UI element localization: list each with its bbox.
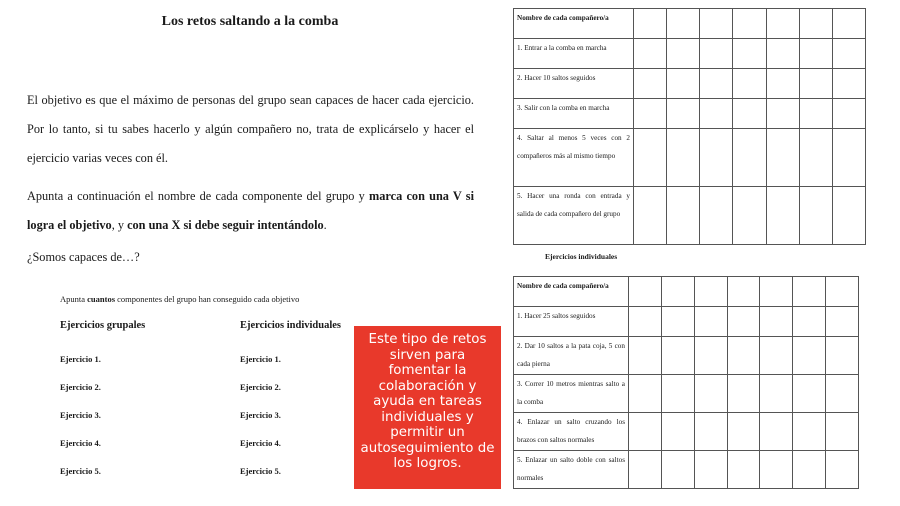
note-text: componentes del grupo han conseguido cada objetivo — [115, 294, 300, 304]
mark-cell[interactable] — [832, 99, 865, 129]
mark-cell[interactable] — [832, 187, 865, 245]
mark-cell[interactable] — [634, 99, 667, 129]
group-exercise-item: Ejercicio 2. — [60, 382, 101, 392]
mark-cell[interactable] — [629, 337, 662, 375]
mark-cell[interactable] — [661, 451, 694, 489]
exercise-label: 3. Salir con la comba en marcha — [514, 99, 634, 129]
exercise-label: 5. Enlazar un salto doble con saltos normales — [514, 451, 629, 489]
mark-cell[interactable] — [694, 375, 727, 413]
mark-cell[interactable] — [629, 307, 662, 337]
individual-exercise-item: Ejercicio 4. — [240, 438, 281, 448]
table-row — [514, 39, 866, 69]
mark-cell[interactable] — [760, 375, 793, 413]
name-cell[interactable] — [793, 277, 826, 307]
mark-cell[interactable] — [700, 187, 733, 245]
mark-cell[interactable] — [826, 307, 859, 337]
mark-cell[interactable] — [629, 375, 662, 413]
name-cell[interactable] — [727, 277, 760, 307]
mark-cell[interactable] — [700, 99, 733, 129]
mark-cell[interactable] — [700, 129, 733, 187]
group-exercises-heading: Ejercicios grupales — [60, 320, 146, 331]
group-exercise-item: Ejercicio 1. — [60, 354, 101, 364]
individual-exercises-column — [240, 320, 341, 486]
mark-cell[interactable] — [733, 69, 766, 99]
name-cell[interactable] — [733, 9, 766, 39]
group-exercises-column — [60, 320, 145, 486]
table-row — [514, 337, 859, 375]
table-header-cell: Nombre de cada compañero/a — [514, 277, 629, 307]
table-row — [514, 307, 859, 337]
mark-cell[interactable] — [793, 375, 826, 413]
table-header-cell: Nombre de cada compañero/a — [514, 9, 634, 39]
mark-cell[interactable] — [667, 129, 700, 187]
table-row — [514, 451, 859, 489]
table-header-row — [514, 9, 866, 39]
mark-cell[interactable] — [667, 187, 700, 245]
table-row — [514, 99, 866, 129]
name-cell[interactable] — [694, 277, 727, 307]
note-bold: cuantos — [87, 294, 116, 304]
instructions-text: , y — [111, 218, 128, 232]
mark-cell[interactable] — [667, 39, 700, 69]
mark-cell[interactable] — [727, 375, 760, 413]
group-exercise-item: Ejercicio 5. — [60, 466, 101, 476]
mark-cell[interactable] — [826, 375, 859, 413]
callout-box: Este tipo de retos sirven para fomentar la colaboración y ayuda en tareas individuales y permitir un autoseguimiento de los logros. — [354, 326, 501, 489]
mark-cell[interactable] — [766, 69, 799, 99]
individual-exercise-item: Ejercicio 5. — [240, 466, 281, 476]
mark-cell[interactable] — [727, 413, 760, 451]
mark-cell[interactable] — [799, 39, 832, 69]
mark-cell[interactable] — [733, 129, 766, 187]
mark-cell[interactable] — [766, 129, 799, 187]
table-row — [514, 413, 859, 451]
mark-cell[interactable] — [634, 69, 667, 99]
group-exercise-item: Ejercicio 3. — [60, 410, 101, 420]
table-header-row — [514, 277, 859, 307]
mark-cell[interactable] — [733, 39, 766, 69]
mark-cell[interactable] — [799, 99, 832, 129]
table-row — [514, 187, 866, 245]
mark-cell[interactable] — [629, 413, 662, 451]
mark-cell[interactable] — [667, 99, 700, 129]
mark-cell[interactable] — [766, 39, 799, 69]
mark-cell[interactable] — [760, 451, 793, 489]
name-cell[interactable] — [700, 9, 733, 39]
instructions-text: Apunta a continuación el nombre de cada componente del grupo y — [27, 189, 370, 203]
name-cell[interactable] — [799, 9, 832, 39]
count-note — [60, 294, 299, 304]
mark-cell[interactable] — [793, 337, 826, 375]
mark-cell[interactable] — [634, 187, 667, 245]
name-cell[interactable] — [826, 277, 859, 307]
mark-cell[interactable] — [826, 413, 859, 451]
mark-cell[interactable] — [661, 307, 694, 337]
mark-cell[interactable] — [793, 451, 826, 489]
question-line: ¿Somos capaces de…? — [27, 250, 140, 264]
note-text: Apunta — [60, 294, 88, 304]
name-cell[interactable] — [832, 9, 865, 39]
mark-cell[interactable] — [694, 337, 727, 375]
exercise-label: 4. Saltar al menos 5 veces con 2 compañeros más al mismo tiempo — [514, 129, 634, 187]
mark-cell[interactable] — [727, 337, 760, 375]
mark-cell[interactable] — [634, 39, 667, 69]
mark-cell[interactable] — [760, 413, 793, 451]
name-cell[interactable] — [634, 9, 667, 39]
individual-exercise-item: Ejercicio 1. — [240, 354, 281, 364]
mark-cell[interactable] — [799, 129, 832, 187]
exercise-label: 1. Entrar a la comba en marcha — [514, 39, 634, 69]
mark-cell[interactable] — [634, 129, 667, 187]
name-cell[interactable] — [766, 9, 799, 39]
mark-cell[interactable] — [832, 129, 865, 187]
exercise-label: 1. Hacer 25 saltos seguidos — [514, 307, 629, 337]
group-exercises-table — [513, 8, 866, 245]
individual-exercise-item: Ejercicio 2. — [240, 382, 281, 392]
mark-cell[interactable] — [793, 307, 826, 337]
mark-cell[interactable] — [629, 451, 662, 489]
table-row — [514, 69, 866, 99]
instructions-bold-x: con una X si debe seguir intentándolo — [127, 218, 324, 232]
instructions-bold-v: marca con una V si logra el objetivo — [27, 189, 474, 232]
mark-cell[interactable] — [799, 187, 832, 245]
mark-cell[interactable] — [832, 69, 865, 99]
exercise-label: 5. Hacer una ronda con entrada y salida de cada compañero del grupo — [514, 187, 634, 245]
mark-cell[interactable] — [694, 451, 727, 489]
mark-cell[interactable] — [766, 187, 799, 245]
mark-cell[interactable] — [793, 413, 826, 451]
mark-cell[interactable] — [733, 99, 766, 129]
name-cell[interactable] — [661, 277, 694, 307]
exercise-label: 2. Dar 10 saltos a la pata coja, 5 con cada pierna — [514, 337, 629, 375]
mark-cell[interactable] — [694, 307, 727, 337]
mark-cell[interactable] — [661, 375, 694, 413]
mark-cell[interactable] — [766, 99, 799, 129]
table-row — [514, 129, 866, 187]
mark-cell[interactable] — [826, 337, 859, 375]
mark-cell[interactable] — [661, 413, 694, 451]
mark-cell[interactable] — [667, 69, 700, 99]
intro-paragraph: El objetivo es que el máximo de personas del grupo sean capaces de hacer cada ejercicio. Por lo tanto, si tu sabes hacerlo y algún compañero no, trata de explicárselo y hacer el ejercicio varias veces con él. — [27, 93, 474, 165]
instructions-paragraph — [27, 182, 474, 240]
instructions-text: . — [323, 218, 327, 232]
mark-cell[interactable] — [661, 337, 694, 375]
individual-table-label: Ejercicios individuales — [545, 252, 618, 261]
mark-cell[interactable] — [832, 39, 865, 69]
mark-cell[interactable] — [733, 187, 766, 245]
mark-cell[interactable] — [760, 337, 793, 375]
exercise-label: 4. Enlazar un salto cruzando los brazos con saltos normales — [514, 413, 629, 451]
individual-exercise-item: Ejercicio 3. — [240, 410, 281, 420]
name-cell[interactable] — [760, 277, 793, 307]
mark-cell[interactable] — [826, 451, 859, 489]
mark-cell[interactable] — [700, 69, 733, 99]
page-title: Los retos saltando a la comba — [161, 14, 339, 29]
individual-exercises-table — [513, 276, 859, 489]
mark-cell[interactable] — [760, 307, 793, 337]
table-row — [514, 375, 859, 413]
name-cell[interactable] — [629, 277, 662, 307]
exercise-label: 2. Hacer 10 saltos seguidos — [514, 69, 634, 99]
group-exercise-item: Ejercicio 4. — [60, 438, 101, 448]
mark-cell[interactable] — [727, 307, 760, 337]
mark-cell[interactable] — [799, 69, 832, 99]
mark-cell[interactable] — [700, 39, 733, 69]
mark-cell[interactable] — [694, 413, 727, 451]
mark-cell[interactable] — [727, 451, 760, 489]
exercise-label: 3. Correr 10 metros mientras salto a la comba — [514, 375, 629, 413]
individual-exercises-heading: Ejercicios individuales — [240, 320, 342, 331]
name-cell[interactable] — [667, 9, 700, 39]
